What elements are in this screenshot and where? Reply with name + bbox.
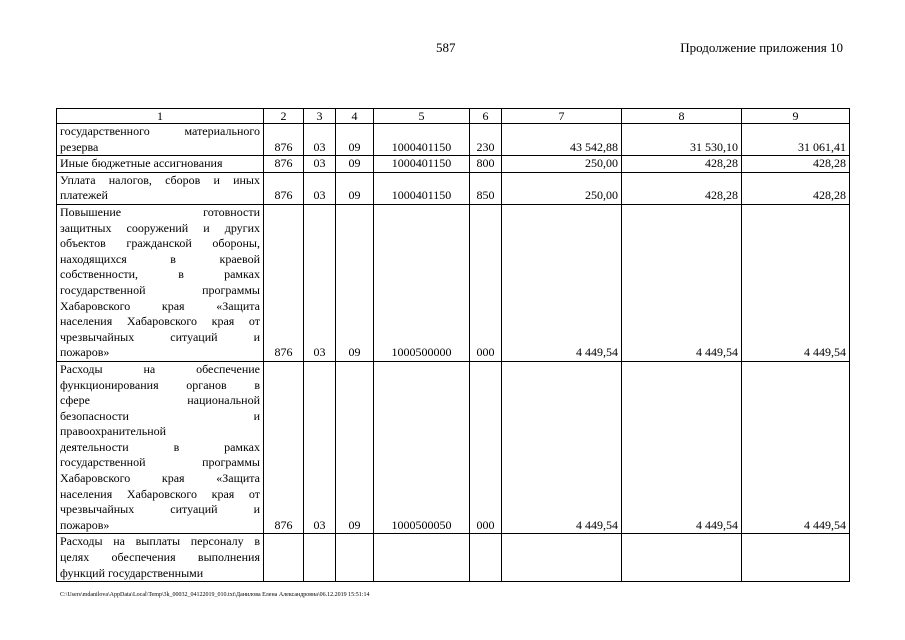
file-path-footer: C:\Users\mdanilova\AppData\Local\Temp\3k_00032_04122019_010.txt\Данилова Елена Александровна\06.12.2019 15:51:14 — [60, 592, 370, 598]
expense-name-line: государственной программы — [60, 455, 260, 470]
expense-type-code: 800 — [470, 156, 502, 173]
section-code: 03 — [304, 361, 336, 534]
column-number: 9 — [742, 109, 850, 124]
table-row — [57, 361, 850, 534]
expense-name-line: собственности, в рамках — [60, 267, 260, 282]
column-number: 3 — [304, 109, 336, 124]
target-article-code — [374, 534, 470, 582]
expense-name-line: Уплата налогов, сборов и иных — [60, 172, 260, 187]
budget-admin-code: 876 — [264, 172, 304, 204]
target-article-code: 1000500000 — [374, 204, 470, 361]
amount-cell: 428,28 — [742, 172, 850, 204]
budget-admin-code — [264, 534, 304, 582]
amount-cell: 31 530,10 — [622, 124, 742, 156]
subsection-code: 09 — [336, 172, 374, 204]
target-article-code: 1000401150 — [374, 172, 470, 204]
expense-type-code: 000 — [470, 204, 502, 361]
expense-name-line: Хабаровского края «Защита — [60, 471, 260, 486]
expense-name-line: Расходы на выплаты персоналу в — [60, 534, 260, 549]
expense-name-line: пожаров» — [60, 345, 110, 360]
expense-name-line: сфере национальной — [60, 393, 260, 408]
column-number: 2 — [264, 109, 304, 124]
expense-name-line: чрезвычайных ситуаций и — [60, 502, 260, 517]
expense-type-code: 000 — [470, 361, 502, 534]
expense-name-line: Повышение готовности — [60, 204, 260, 219]
subsection-code: 09 — [336, 361, 374, 534]
amount-cell: 4 449,54 — [502, 204, 622, 361]
amount-cell: 428,28 — [622, 156, 742, 173]
table-row — [57, 172, 850, 204]
budget-admin-code: 876 — [264, 124, 304, 156]
expense-name-line: платежей — [60, 188, 108, 203]
subsection-code: 09 — [336, 204, 374, 361]
budget-admin-code: 876 — [264, 204, 304, 361]
expense-name-cell — [57, 172, 264, 204]
page-number: 587 — [436, 40, 456, 55]
amount-cell: 4 449,54 — [622, 204, 742, 361]
column-number: 4 — [336, 109, 374, 124]
expense-name-line: защитных сооружений и других — [60, 220, 260, 235]
column-number: 5 — [374, 109, 470, 124]
target-article-code: 1000401150 — [374, 156, 470, 173]
amount-cell: 4 449,54 — [622, 361, 742, 534]
expense-name-cell — [57, 204, 264, 361]
amount-cell: 250,00 — [502, 172, 622, 204]
expense-name-line: государственной программы — [60, 282, 260, 297]
expense-name-line: чрезвычайных ситуаций и — [60, 329, 260, 344]
expense-name-line: резерва — [60, 139, 99, 154]
amount-cell: 428,28 — [742, 156, 850, 173]
table-row — [57, 124, 850, 156]
expense-name-line: пожаров» — [60, 517, 110, 532]
amount-cell: 4 449,54 — [502, 361, 622, 534]
subsection-code — [336, 534, 374, 582]
expense-name-cell — [57, 156, 264, 173]
amount-cell: 31 061,41 — [742, 124, 850, 156]
section-code: 03 — [304, 172, 336, 204]
budget-table — [56, 108, 850, 582]
expense-name-cell — [57, 534, 264, 582]
expense-name-line: целях обеспечения выполнения — [60, 550, 260, 565]
expense-name-line: объектов гражданской обороны, — [60, 236, 260, 251]
subsection-code: 09 — [336, 156, 374, 173]
expense-name-line: Расходы на обеспечение — [60, 361, 260, 376]
expense-name-line: функций государственными — [60, 565, 204, 580]
column-number: 8 — [622, 109, 742, 124]
subsection-code: 09 — [336, 124, 374, 156]
expense-name-line: безопасности и — [60, 408, 260, 423]
budget-table-body — [57, 109, 850, 582]
expense-name-cell — [57, 124, 264, 156]
expense-name-line: Иные бюджетные ассигнования — [60, 156, 223, 171]
amount-cell: 4 449,54 — [742, 204, 850, 361]
expense-name-line: населения Хабаровского края от — [60, 314, 260, 329]
amount-cell: 4 449,54 — [742, 361, 850, 534]
section-code: 03 — [304, 156, 336, 173]
amount-cell: 428,28 — [622, 172, 742, 204]
budget-admin-code: 876 — [264, 156, 304, 173]
column-number: 6 — [470, 109, 502, 124]
amount-cell — [622, 534, 742, 582]
amount-cell — [742, 534, 850, 582]
expense-name-line: находящихся в краевой — [60, 251, 260, 266]
column-number-row — [57, 109, 850, 124]
expense-name-cell — [57, 361, 264, 534]
expense-name-line: государственного материального — [60, 124, 260, 138]
section-code: 03 — [304, 204, 336, 361]
table-row — [57, 204, 850, 361]
amount-cell: 250,00 — [502, 156, 622, 173]
target-article-code: 1000500050 — [374, 361, 470, 534]
amount-cell — [502, 534, 622, 582]
budget-admin-code: 876 — [264, 361, 304, 534]
column-number: 7 — [502, 109, 622, 124]
amount-cell: 43 542,88 — [502, 124, 622, 156]
expense-type-code: 850 — [470, 172, 502, 204]
target-article-code: 1000401150 — [374, 124, 470, 156]
expense-type-code: 230 — [470, 124, 502, 156]
table-row — [57, 534, 850, 582]
expense-name-line: Хабаровского края «Защита — [60, 298, 260, 313]
section-code — [304, 534, 336, 582]
section-code: 03 — [304, 124, 336, 156]
expense-type-code — [470, 534, 502, 582]
column-number: 1 — [57, 109, 264, 124]
expense-name-line: функционирования органов в — [60, 377, 260, 392]
expense-name-line: правоохранительной — [60, 424, 167, 439]
expense-name-line: населения Хабаровского края от — [60, 486, 260, 501]
table-row — [57, 156, 850, 173]
expense-name-line: деятельности в рамках — [60, 439, 260, 454]
appendix-continuation-title: Продолжение приложения 10 — [680, 40, 843, 55]
